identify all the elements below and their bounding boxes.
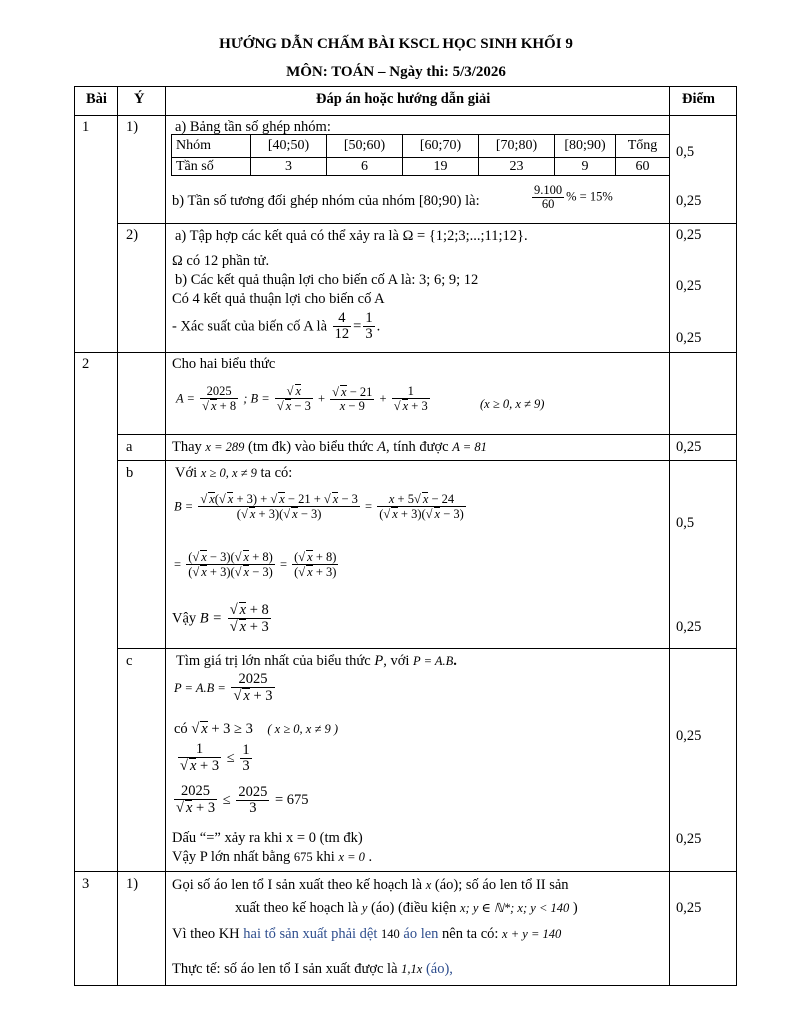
freq-cell: Tổng <box>616 135 670 158</box>
q2-c-line3: $\frac{1}{√ x + 3}$ ≤ $\frac{1}{3}$ <box>180 741 250 775</box>
q3-score: 0,25 <box>676 900 702 916</box>
q2-condition: (x ≥ 0, x ≠ 9) <box>480 397 545 411</box>
freq-cell: 6 <box>327 158 403 176</box>
q1-p2-count: Ω có 12 phần tử. <box>172 253 270 269</box>
freq-cell: 60 <box>616 158 670 176</box>
q1-score-3: 0,25 <box>676 227 702 243</box>
q2-a-score: 0,25 <box>676 439 702 455</box>
freq-cell: Nhóm <box>172 135 251 158</box>
q2-c-score-2: 0,25 <box>676 831 702 847</box>
doc-title: HƯỚNG DẪN CHẤM BÀI KSCL HỌC SINH KHỐI 9 <box>219 36 573 52</box>
q2-b-score-1: 0,5 <box>676 515 695 531</box>
q2-c-label: c <box>126 653 133 669</box>
freq-cell: 19 <box>403 158 479 176</box>
q2-c-score-1: 0,25 <box>676 728 702 744</box>
q1-score-2: 0,25 <box>676 193 702 209</box>
q3-line4: Thực tế: số áo len tổ I sản xuất được là 1,1x (áo), <box>172 961 453 977</box>
q3-line3: Vì theo KH hai tổ sản xuất phải dệt 140 áo len nên ta có: x + y = 140 <box>172 926 562 942</box>
doc-subtitle: MÔN: TOÁN – Ngày thi: 5/3/2026 <box>286 64 506 80</box>
q1-part2-label: 2) <box>126 227 139 243</box>
col-header-bai: Bài <box>86 91 107 107</box>
freq-cell: [50;60) <box>327 135 403 158</box>
q2-b-line2: = $\frac{(√ x - 3)(√ x + 8)}{(√ x + 3)(√ x - 3)}$ = $\frac{(√ x + 8)}{(√ x + 3)}$ <box>174 550 337 580</box>
q2-b-intro: Với x ≥ 0, x ≠ 9 ta có: <box>175 465 293 481</box>
q1-part1-label: 1) <box>126 119 139 135</box>
q1-b-formula: $\frac{9.100}{60}$ % = 15% <box>534 183 613 212</box>
q2-b-result: Vậy B = $\frac{√ x + 8}{√ x + 3}$ <box>172 602 269 636</box>
q2-b-line1: B = $\frac{√ x(√ x + 3) + √ x - 21 + √ x - 3}{(√ x + 3)(√ x - 3)}$ = $\frac{x + 5√ x - 24}{(√ x + 3)(√ x - 3)}$ <box>174 492 464 522</box>
q1-p2-c: Có 4 kết quả thuận lợi cho biến cố A <box>172 291 385 307</box>
q1-p2-probability: - Xác suất của biến cố A là $\frac{4}{12}$ = $\frac{1}{3}$ . <box>172 310 381 343</box>
q1-a-label: a) Bảng tần số ghép nhóm: <box>175 119 331 135</box>
q2-c-max: Vậy P lớn nhất bằng 675 khi x = 0 . <box>172 849 373 865</box>
freq-cell: 3 <box>251 158 327 176</box>
freq-cell: [40;50) <box>251 135 327 158</box>
q1-score-5: 0,25 <box>676 330 702 346</box>
q2-a-label: a <box>126 439 133 455</box>
col-header-answer: Đáp án hoặc hướng dẫn giải <box>316 91 491 107</box>
freq-cell: 23 <box>479 158 555 176</box>
q2-c-equality: Dấu “=” xảy ra khi x = 0 (tm đk) <box>172 830 363 846</box>
q1-p2-b: b) Các kết quả thuận lợi cho biến cố A là: 3; 6; 9; 12 <box>175 272 479 288</box>
q1-number: 1 <box>82 119 90 135</box>
q2-a-text: Thay x = 289 (tm đk) vào biểu thức A, tính được A = 81 <box>172 439 487 455</box>
q2-b-score-2: 0,25 <box>676 619 702 635</box>
q2-expressions: A = $\frac{2025}{√ x + 8}$ ; B = $\frac{√ x}{√ x - 3}$ + $\frac{√ x - 21}{x - 9}$ + $\frac{1}{√ x + 3}$ <box>176 383 428 414</box>
col-header-score: Điểm <box>682 91 716 107</box>
q1-p2-a: a) Tập hợp các kết quả có thể xảy ra là Ω = {1;2;3;...;11;12}. <box>175 228 528 244</box>
freq-cell: [60;70) <box>403 135 479 158</box>
q2-number: 2 <box>82 356 90 372</box>
q3-line2: xuất theo kế hoạch là y (áo) (điều kiện x; y ∈ ℕ*; x; y < 140 ) <box>235 900 578 916</box>
q1-b-text: b) Tần số tương đối ghép nhóm của nhóm [80;90) là: <box>172 193 480 209</box>
q3-number: 3 <box>82 876 90 892</box>
q3-line1: Gọi số áo len tổ I sản xuất theo kế hoạch là x (áo); số áo len tổ II sản <box>172 877 569 893</box>
freq-cell: [70;80) <box>479 135 555 158</box>
q2-b-label: b <box>126 465 134 481</box>
freq-cell: [80;90) <box>555 135 616 158</box>
q2-c-line2: có √ x + 3 ≥ 3 ( x ≥ 0, x ≠ 9 ) <box>174 721 339 737</box>
q1-score-1: 0,5 <box>676 144 695 160</box>
freq-cell: 9 <box>555 158 616 176</box>
q2-c-line1: P = A.B = $\frac{2025}{√ x + 3}$ <box>174 671 273 705</box>
frequency-table <box>171 134 670 176</box>
q2-intro: Cho hai biểu thức <box>172 356 276 372</box>
col-header-y: Ý <box>134 91 145 107</box>
q3-part1-label: 1) <box>126 876 139 892</box>
freq-cell: Tần số <box>172 158 251 176</box>
q2-c-line4: $\frac{2025}{√ x + 3}$ ≤ $\frac{2025}{3}$ = 675 <box>176 783 309 817</box>
q2-c-intro: Tìm giá trị lớn nhất của biểu thức P, với P = A.B. <box>176 653 457 669</box>
q1-score-4: 0,25 <box>676 278 702 294</box>
